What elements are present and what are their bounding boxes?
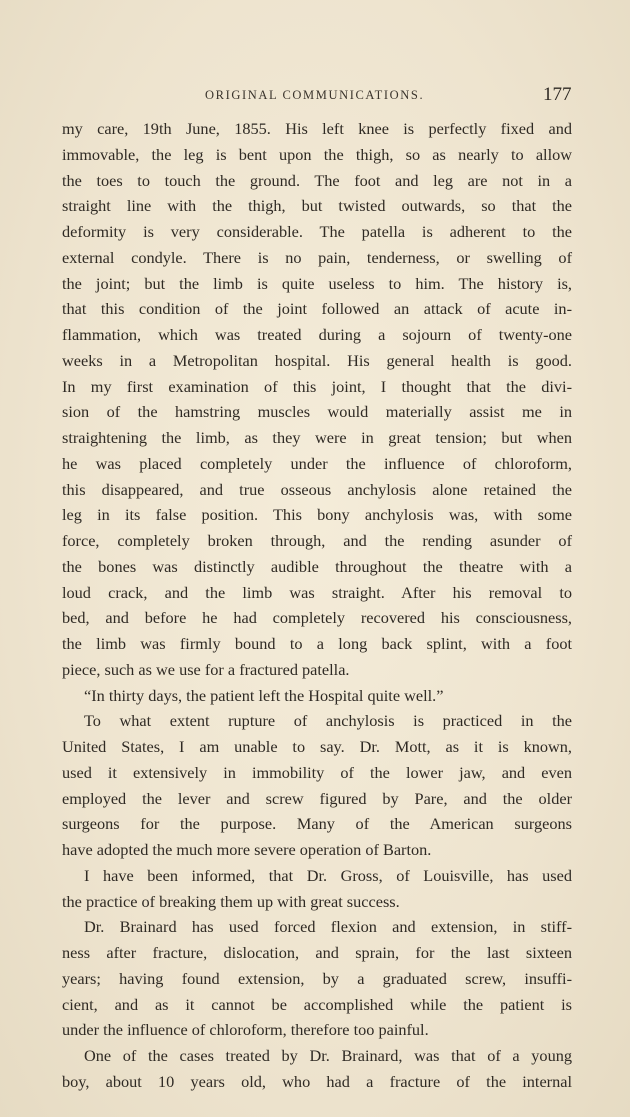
text-line: the practice of breaking them up with great success.: [62, 891, 400, 911]
text-line: bed, and before he had completely recovered his consciousness,: [62, 608, 572, 628]
paragraph-start-line: To what extent rupture of anchylosis is practiced in the: [84, 711, 572, 731]
text-line: external condyle. There is no pain, tenderness, or swelling of: [62, 247, 572, 267]
text-line: the limb was firmly bound to a long back splint, with a foot: [62, 634, 572, 653]
text-line: that this condition of the joint followed an attack of acute in-: [62, 299, 572, 319]
text-line: loud crack, and the limb was straight. After his removal to: [62, 582, 572, 602]
text-line: straightening the limb, as they were in great tension; but when: [62, 428, 572, 447]
text-line: the bones was distinctly audible throughout the theatre with a: [62, 556, 572, 576]
text-line: piece, such as we use for a fractured patella.: [62, 659, 350, 679]
body-text: [62, 116, 572, 1095]
text-line: boy, about 10 years old, who had a fracture of the internal: [62, 1071, 572, 1091]
text-line: this disappeared, and true osseous anchylosis alone retained the: [62, 479, 572, 499]
text-line: cient, and as it cannot be accomplished while the patient is: [62, 994, 572, 1014]
page-number: 177: [543, 84, 572, 105]
paragraph-start-line: I have been informed, that Dr. Gross, of Louisville, has used: [84, 865, 572, 885]
text-line: he was placed completely under the influence of chloroform,: [62, 453, 572, 473]
text-line: my care, 19th June, 1855. His left knee is perfectly fixed and: [62, 119, 572, 138]
quoted-line: “In thirty days, the patient left the Hospital quite well.”: [84, 685, 444, 705]
text-line: under the influence of chloroform, therefore too painful.: [62, 1020, 429, 1040]
text-line: force, completely broken through, and the rending asunder of: [62, 531, 572, 550]
text-line: employed the lever and screw figured by Pare, and the older: [62, 788, 572, 808]
text-line: used it extensively in immobility of the lower jaw, and even: [62, 762, 572, 782]
text-line: the joint; but the limb is quite useless to him. The history is,: [62, 273, 572, 293]
running-head: ORIGINAL COMMUNICATIONS.: [205, 88, 425, 102]
text-line: the toes to touch the ground. The foot and leg are not in a: [62, 170, 572, 190]
text-line: years; having found extension, by a graduated screw, insuffi-: [62, 968, 572, 988]
text-line: deformity is very considerable. The patella is adherent to the: [62, 222, 572, 241]
text-line: surgeons for the purpose. Many of the American surgeons: [62, 814, 572, 834]
text-line: ness after fracture, dislocation, and sprain, for the last sixteen: [62, 943, 572, 962]
paragraph-start-line: One of the cases treated by Dr. Brainard, was that of a young: [84, 1046, 572, 1065]
text-line: weeks in a Metropolitan hospital. His general health is good.: [62, 350, 572, 370]
text-line: United States, I am unable to say. Dr. Mott, as it is known,: [62, 737, 572, 756]
text-line: immovable, the leg is bent upon the thigh, so as nearly to allow: [62, 144, 572, 164]
paragraph-start-line: Dr. Brainard has used forced flexion and extension, in stiff-: [84, 917, 572, 937]
text-line: sion of the hamstring muscles would materially assist me in: [62, 402, 572, 422]
text-line: flammation, which was treated during a sojourn of twenty-one: [62, 325, 572, 344]
text-line: have adopted the much more severe operation of Barton.: [62, 840, 432, 859]
text-line: In my first examination of this joint, I thought that the divi-: [62, 376, 572, 396]
text-line: straight line with the thigh, but twisted outwards, so that the: [62, 196, 572, 216]
text-line: leg in its false position. This bony anchylosis was, with some: [62, 505, 572, 525]
